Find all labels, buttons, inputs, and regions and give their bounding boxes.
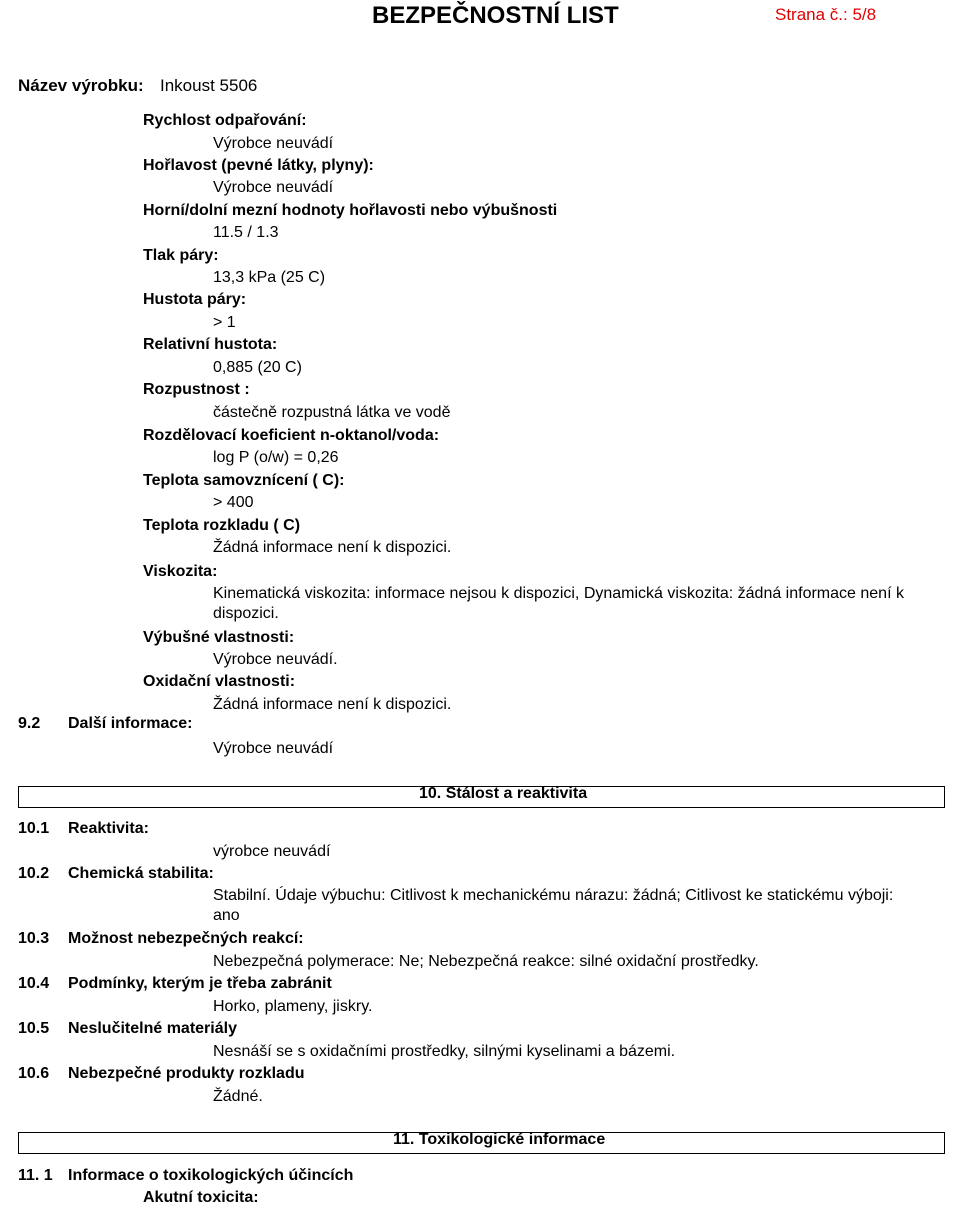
item-label: Podmínky, kterým je třeba zabránit xyxy=(68,975,332,992)
property-label: Horní/dolní mezní hodnoty hořlavosti nebo výbušnosti xyxy=(143,202,558,219)
property-label: Viskozita: xyxy=(143,563,218,580)
item-label: Nebezpečné produkty rozkladu xyxy=(68,1065,305,1082)
property-value: Výrobce neuvádí. xyxy=(213,651,338,668)
item-value: Stabilní. Údaje výbuchu: Citlivost k mechanickému nárazu: žádná; Citlivost ke statickému výboji: ano xyxy=(213,887,894,924)
item-value: Horko, plameny, jiskry. xyxy=(213,998,373,1015)
property-label: Hustota páry: xyxy=(143,291,247,308)
property-value: Kinematická viskozita: informace nejsou k dispozici, Dynamická viskozita: žádná informace není k dispozici. xyxy=(213,585,904,622)
product-name-value: Inkoust 5506 xyxy=(160,76,258,95)
property-value: > 400 xyxy=(213,494,254,511)
property-value: 11.5 / 1.3 xyxy=(213,224,279,241)
item-number: 10.5 xyxy=(18,1020,50,1037)
item-value: Nebezpečná polymerace: Ne; Nebezpečná reakce: silné oxidační prostředky. xyxy=(213,953,759,970)
product-name-label: Název výrobku: xyxy=(18,76,144,95)
item-number: 10.2 xyxy=(18,865,50,882)
property-value: > 1 xyxy=(213,314,236,331)
item-number: 10.3 xyxy=(18,930,50,947)
item-number: 10.6 xyxy=(18,1065,50,1082)
item-label: Informace o toxikologických účincích xyxy=(68,1167,354,1184)
section-number: 9.2 xyxy=(18,715,41,732)
item-number: 10.4 xyxy=(18,975,50,992)
property-value: Žádná informace není k dispozici. xyxy=(213,539,452,556)
section-11-title: 11. Toxikologické informace xyxy=(393,1131,606,1148)
property-label: Teplota rozkladu ( C) xyxy=(143,517,301,534)
page-number: Strana č.: 5/8 xyxy=(775,5,877,24)
other-info-label: Další informace: xyxy=(68,715,193,732)
property-value: Výrobce neuvádí xyxy=(213,135,334,152)
item-number: 10.1 xyxy=(18,820,50,837)
item-value: Žádné. xyxy=(213,1088,263,1105)
property-label: Rychlost odpařování: xyxy=(143,112,307,129)
property-label: Rozdělovací koeficient n-oktanol/voda: xyxy=(143,427,440,444)
property-label: Teplota samovznícení ( C): xyxy=(143,472,345,489)
property-value: log P (o/w) = 0,26 xyxy=(213,449,339,466)
acute-toxicity-label: Akutní toxicita: xyxy=(143,1189,259,1206)
document-title: BEZPEČNOSTNÍ LIST xyxy=(372,2,619,29)
section-10-title: 10. Stálost a reaktivita xyxy=(419,785,588,802)
property-label: Hořlavost (pevné látky, plyny): xyxy=(143,157,374,174)
property-value: 13,3 kPa (25 C) xyxy=(213,269,326,286)
item-value: Nesnáší se s oxidačními prostředky, silnými kyselinami a bázemi. xyxy=(213,1043,676,1060)
property-value: 0,885 (20 C) xyxy=(213,359,302,376)
property-label: Relativní hustota: xyxy=(143,336,278,353)
item-label: Neslučitelné materiály xyxy=(68,1020,237,1037)
other-info-value: Výrobce neuvádí xyxy=(213,740,334,757)
property-value: Žádná informace není k dispozici. xyxy=(213,696,452,713)
item-label: Reaktivita: xyxy=(68,820,149,837)
item-label: Chemická stabilita: xyxy=(68,865,214,882)
item-label: Možnost nebezpečných reakcí: xyxy=(68,930,304,947)
property-value: Výrobce neuvádí xyxy=(213,179,334,196)
item-value: výrobce neuvádí xyxy=(213,843,331,860)
property-label: Rozpustnost : xyxy=(143,381,250,398)
property-label: Výbušné vlastnosti: xyxy=(143,629,295,646)
property-value: částečně rozpustná látka ve vodě xyxy=(213,404,451,421)
property-label: Tlak páry: xyxy=(143,247,219,264)
property-label: Oxidační vlastnosti: xyxy=(143,673,296,690)
item-number: 11. 1 xyxy=(18,1167,53,1184)
